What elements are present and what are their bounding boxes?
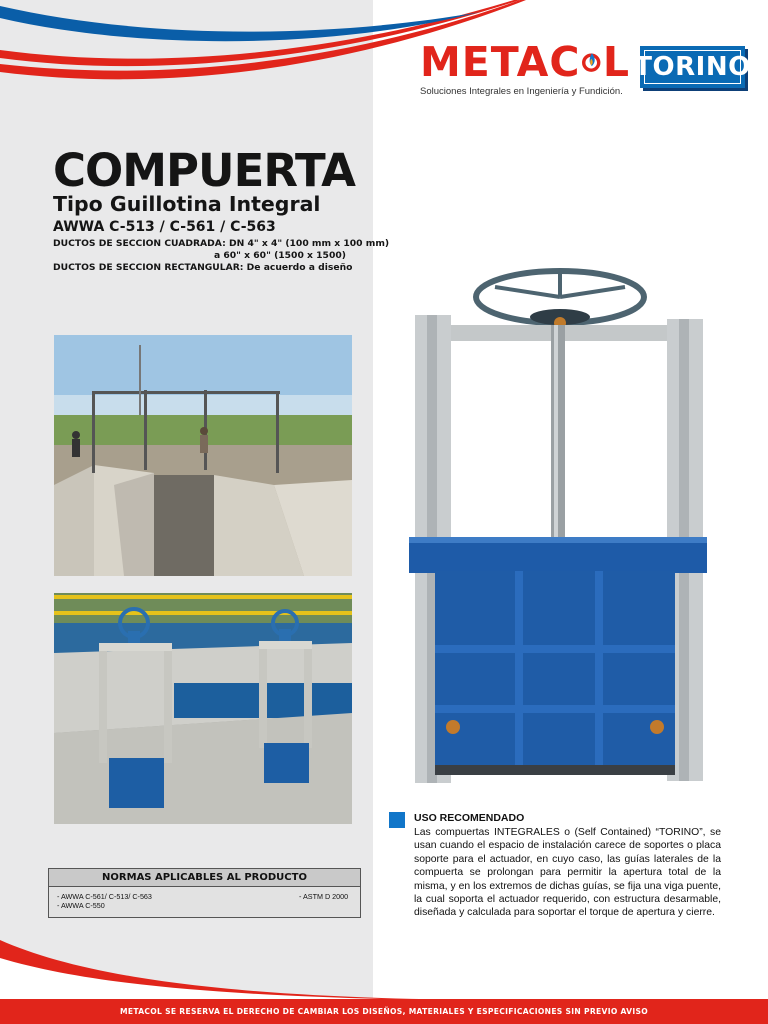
usage-square-icon — [389, 812, 405, 828]
footer-notice: METACOL SE RESERVA EL DERECHO DE CAMBIAR LOS DISEÑOS, MATERIALES Y ESPECIFICACIONES SIN PREVIO AVISO — [119, 1007, 649, 1016]
spec-rectangular: DUCTOS DE SECCION RECTANGULAR: De acuerdo a diseño — [53, 262, 353, 273]
site-photo-installed-gates — [54, 593, 352, 824]
torino-badge-label: TORINO — [634, 52, 751, 82]
spec-square-line2: a 60" x 60" (1500 x 1500) — [214, 250, 346, 261]
usage-description: Las compuertas INTEGRALES o (Self Contained) “TORINO”, se usan cuando el espacio de instalación carece de soportes o placa soporte para el actuador, en cuyo caso, las guías laterales de la compuerta se prolongan para permitir la apertura total de la misma, y en los extremos de dichas guías, se fija una viga puente, la cual soporta el actuador requerido, con estructura desarmable, diseñada y calculada para soportar el torque de apertura y cierre. — [414, 827, 721, 919]
norm-item-awwa-c561: - AWWA C-561/ C-513/ C-563 — [57, 892, 152, 901]
metacol-name-part2: L — [602, 38, 630, 86]
usage-title: USO RECOMENDADO — [414, 812, 525, 824]
norms-heading: NORMAS APLICABLES AL PRODUCTO — [49, 869, 360, 887]
torino-badge — [634, 46, 751, 88]
metacol-wordmark — [420, 40, 630, 84]
norm-item-awwa-c550: - AWWA C-550 — [57, 901, 105, 910]
page-title: COMPUERTA — [53, 144, 355, 197]
metacol-tagline: Soluciones Integrales en Ingeniería y Fundición. — [420, 86, 623, 97]
standards-line: AWWA C-513 / C-561 / C-563 — [53, 219, 276, 235]
footer-bar — [0, 999, 768, 1024]
page-subtitle: Tipo Guillotina Integral — [53, 192, 321, 216]
norm-item-astm-d2000: - ASTM D 2000 — [299, 892, 349, 901]
metacol-name-part1: METAC — [420, 38, 581, 86]
applicable-norms-box — [48, 868, 361, 918]
flame-drop-logo-icon — [581, 46, 601, 78]
metacol-logo — [420, 40, 630, 97]
bottom-swoosh-decoration — [0, 930, 768, 1000]
spec-square-line1: DUCTOS DE SECCION CUADRADA: DN 4" x 4" (100 mm x 100 mm) — [53, 238, 390, 249]
site-photo-construction — [54, 335, 352, 576]
guillotine-gate-product-image — [405, 265, 711, 785]
